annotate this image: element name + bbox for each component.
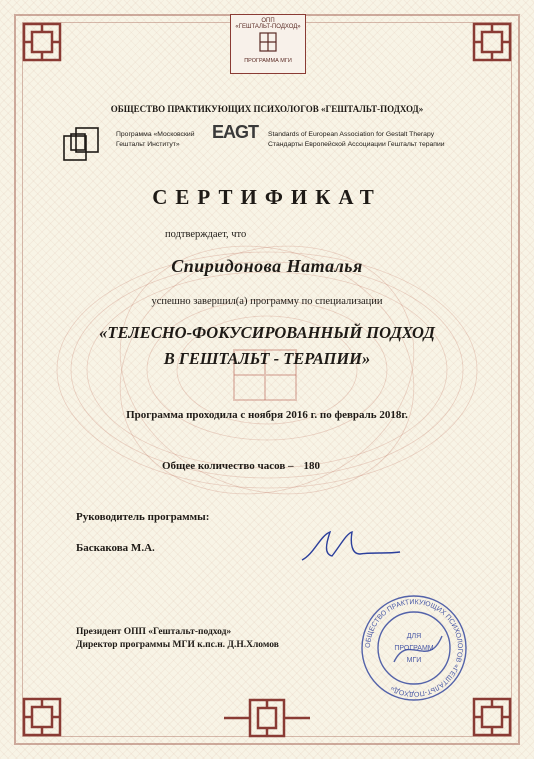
program-period: Программа проходила с ноября 2016 г. по февраль 2018г. xyxy=(126,409,408,421)
emblem-mark-icon xyxy=(259,32,277,52)
program-head-name: Баскакова М.А. xyxy=(76,542,155,554)
hours-label: Общее количество часов – xyxy=(162,460,294,472)
corner-knot-ornament xyxy=(468,693,516,741)
program-head-label: Руководитель программы: xyxy=(76,511,210,523)
society-name: ОБЩЕСТВО ПРАКТИКУЮЩИХ ПСИХОЛОГОВ «ГЕШТАЛЬТ-ПОДХОД» xyxy=(110,104,424,114)
completed-text: успешно завершил(а) программу по специализации xyxy=(151,296,383,307)
corner-knot-ornament xyxy=(18,693,66,741)
recipient-name: Спиридонова Наталья xyxy=(171,256,363,276)
certificate-title: СЕРТИФИКАТ xyxy=(152,185,382,209)
confirms-text: подтверждает, что xyxy=(165,229,247,240)
emblem-line-3: ПРОГРАММА МГИ xyxy=(244,58,292,64)
total-hours xyxy=(162,460,320,472)
program-emblem xyxy=(230,14,306,74)
corner-knot-ornament xyxy=(468,18,516,66)
emblem-line-1: ОПП xyxy=(261,18,275,24)
program-title-line-2: В ГЕШТАЛЬТ - ТЕРАПИИ» xyxy=(163,349,371,368)
stamp-center-line-3: МГИ xyxy=(406,657,422,664)
official-stamp xyxy=(358,592,470,704)
stamp-ring-text: ОБЩЕСТВО ПРАКТИКУЮЩИХ ПСИХОЛОГОВ «ГЕШТАЛЬТ-ПОДХОД» xyxy=(364,598,464,698)
director-title: Директор программы МГИ к.пс.н. Д.Н.Хломов xyxy=(76,640,279,650)
emblem-line-2: «ГЕШТАЛЬТ-ПОДХОД» xyxy=(235,24,301,30)
eagt-caption xyxy=(268,130,445,150)
mgi-squares-logo-icon xyxy=(62,124,100,164)
president-title: Президент ОПП «Гештальт-подход» xyxy=(76,627,232,637)
mgi-program-caption xyxy=(116,130,195,150)
eagt-logo: EAGT xyxy=(212,122,259,142)
program-title xyxy=(0,320,534,372)
stamp-center-line-2: ПРОГРАММ xyxy=(394,645,434,652)
program-title-line-1: «ТЕЛЕСНО-ФОКУСИРОВАННЫЙ ПОДХОД xyxy=(99,323,435,342)
eagt-line-2: Стандарты Европейской Ассоциации Гештальт терапии xyxy=(268,141,445,148)
program-head-signature xyxy=(296,524,404,568)
mgi-line-1: Программа «Московский xyxy=(116,131,195,138)
president-signature-block xyxy=(76,626,279,652)
hours-value: 180 xyxy=(303,460,321,472)
stamp-center-line-1: ДЛЯ xyxy=(406,633,422,640)
bottom-knot-ornament xyxy=(220,694,314,742)
eagt-line-1: Standards of European Association for Gestalt Therapy xyxy=(268,131,435,138)
corner-knot-ornament xyxy=(18,18,66,66)
mgi-line-2: Гештальт Институт» xyxy=(116,141,180,148)
